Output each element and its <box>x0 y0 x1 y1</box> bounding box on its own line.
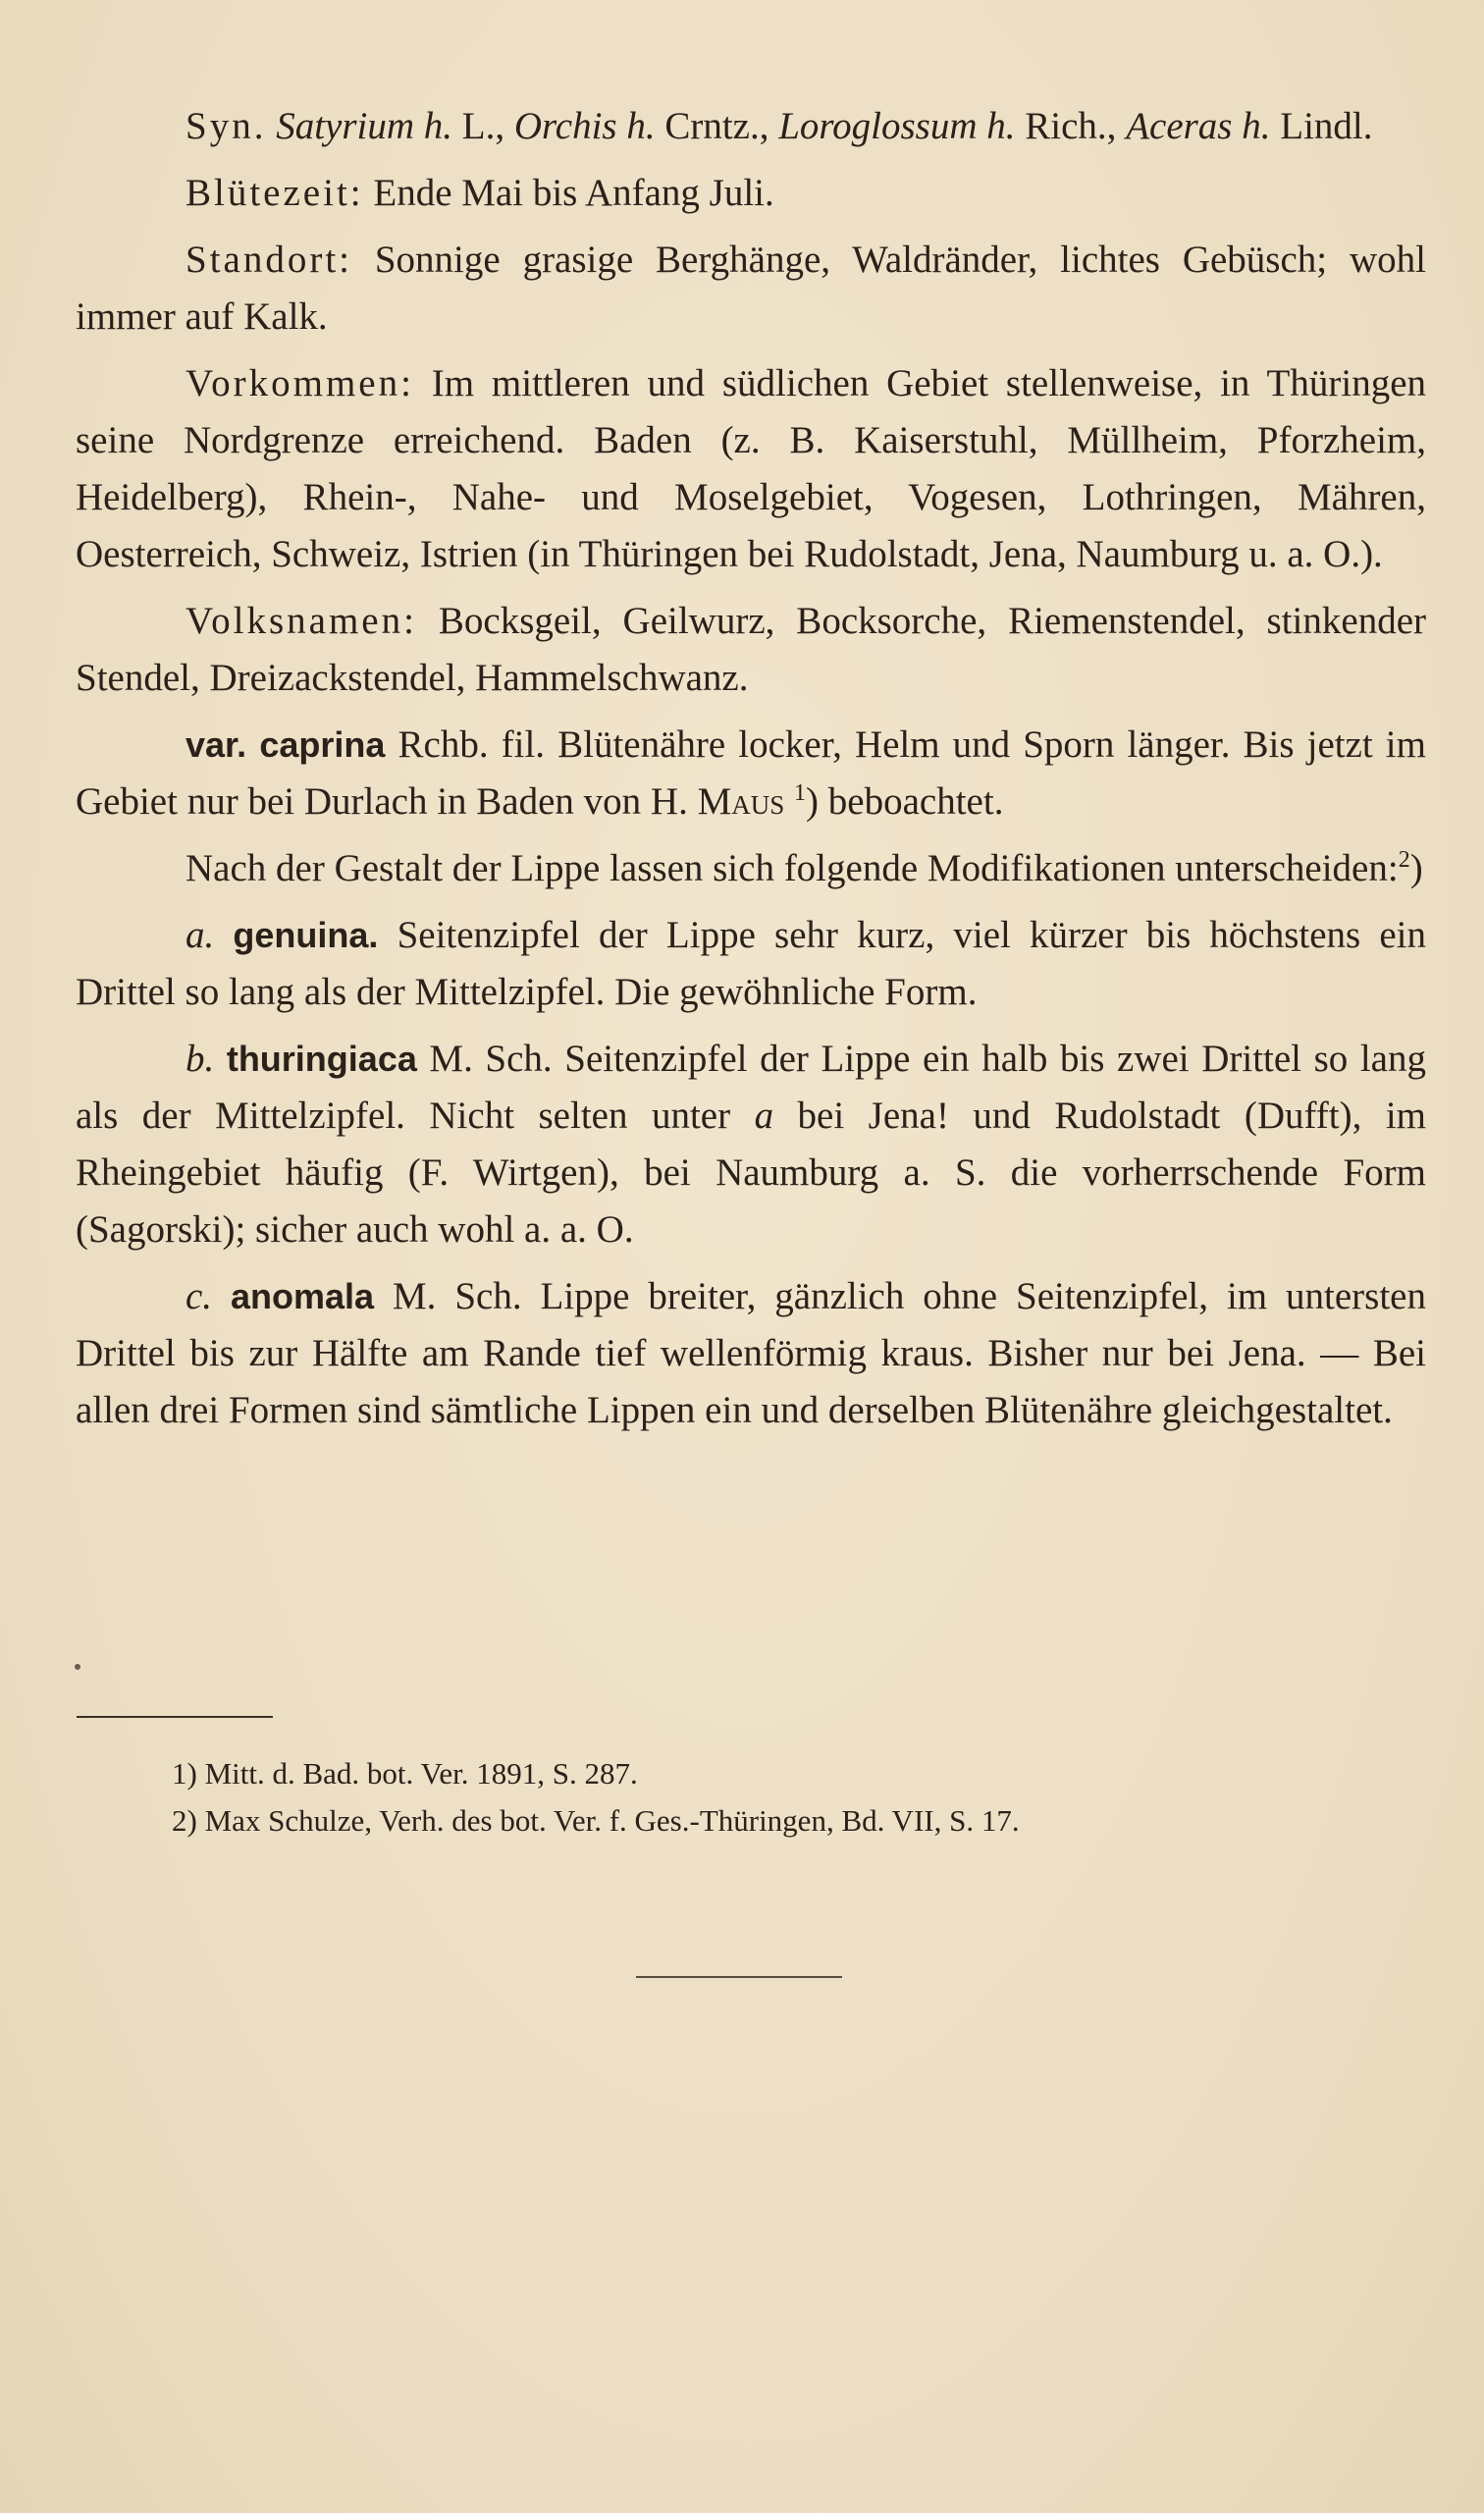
modification-text: Seitenzipfel der Lippe sehr kurz, viel kürzer bis höchstens ein Drittel so lang als der Mittelzipfel. Die gewöhnliche Form. <box>76 914 1427 1013</box>
synonym-text: L., <box>452 105 514 147</box>
bluetezeit-label: Blütezeit: <box>186 172 364 214</box>
footnote-text: Max Schulze, Verh. des bot. Ver. f. Ges.-Thüringen, Bd. VII, S. 17. <box>196 1803 1020 1838</box>
var-caprina-text: Rchb. fil. Blütenähre locker, Helm und Sporn länger. Bis jetzt im Gebiet nur bei Durlach in Baden von H. <box>76 723 1426 823</box>
synonym-loroglossum: Loroglossum h. <box>778 105 1016 147</box>
vorkommen-text: Im mittleren und südlichen Gebiet stellenweise, in Thüringen seine Nordgrenze erreichend. Baden (z. B. Kaiserstuhl, Müllheim, Pforzheim, Heidelberg), Rhein-, Nahe- und Moselgebiet, Vogesen, Lothringen, Mähren, Oesterreich, Schweiz, Istrien (in Thüringen bei Rudolstadt, Jena, Naumburg u. a. O.). <box>76 362 1426 575</box>
var-caprina-name: var. caprina <box>186 724 386 765</box>
var-caprina-text: ) beboachtet. <box>806 780 1004 823</box>
synonym-satyrium: Satyrium h. <box>276 105 453 147</box>
modification-name: genuina. <box>233 915 379 955</box>
vorkommen-label: Vorkommen: <box>186 362 414 404</box>
footnote-text: Mitt. d. Bad. bot. Ver. 1891, S. 287. <box>196 1756 638 1791</box>
intro-text: Nach der Gestalt der Lippe lassen sich folgende Modifikationen unterscheiden: <box>186 847 1399 889</box>
standort-paragraph <box>76 232 1426 346</box>
standort-text: Sonnige grasige Berghänge, Waldränder, lichtes Gebüsch; wohl immer auf Kalk. <box>76 239 1426 338</box>
modification-letter: c. <box>186 1275 213 1317</box>
footnote-2 <box>172 1797 1399 1845</box>
volksnamen-label: Volksnamen: <box>186 600 417 642</box>
modification-letter: b. <box>186 1038 215 1080</box>
ink-speck <box>75 1664 80 1670</box>
modification-name: thuringiaca <box>226 1039 417 1079</box>
footnote-1 <box>172 1750 1399 1797</box>
footnotes <box>172 1750 1399 1845</box>
synonyms-paragraph <box>76 98 1426 155</box>
modification-c <box>76 1268 1426 1439</box>
intro-close: ) <box>1409 847 1423 889</box>
standort-label: Standort: <box>186 239 352 281</box>
person-name: Maus <box>697 780 785 823</box>
synonym-text: Lindl. <box>1270 105 1373 147</box>
volksnamen-paragraph <box>76 593 1426 707</box>
synonym-text: Rich., <box>1015 105 1127 147</box>
modification-name: anomala <box>230 1276 375 1316</box>
synonym-aceras: Aceras h. <box>1126 105 1271 147</box>
synonym-text: Crntz., <box>655 105 779 147</box>
bluetezeit-paragraph <box>76 165 1426 222</box>
modification-ref: a <box>754 1095 774 1137</box>
modification-text: M. Sch. Seitenzipfel der Lippe ein halb bis zwei Drittel so lang als der Mittelzipfel. Nicht selten unter <box>76 1038 1426 1137</box>
footnote-ref[interactable]: 1 <box>794 780 807 806</box>
modification-b <box>76 1031 1426 1258</box>
modification-a <box>76 907 1426 1021</box>
var-caprina-paragraph <box>76 717 1426 830</box>
modification-text: M. Sch. Lippe breiter, gänzlich ohne Seitenzipfel, im untersten Drittel bis zur Hälfte am Rande tief wellenförmig kraus. Bisher nur bei Jena. — Bei allen drei Formen sind sämtliche Lippen ein und derselben Blütenähre gleichgestaltet. <box>76 1275 1426 1431</box>
main-text <box>76 98 1426 1449</box>
synonym-orchis: Orchis h. <box>513 105 656 147</box>
synonyms-label: Syn. <box>186 105 267 147</box>
end-rule <box>636 1976 842 1978</box>
modification-text: bei Jena! und Rudolstadt (Dufft), im Rheingebiet häufig (F. Wirtgen), bei Naumburg a. S. die vorherrschende Form (Sagorski); sicher auch wohl a. a. O. <box>76 1095 1426 1251</box>
footnote-number: 1) <box>172 1756 197 1791</box>
bluetezeit-text: Ende Mai bis Anfang Juli. <box>363 172 774 214</box>
volksnamen-text: Bocksgeil, Geilwurz, Bocksorche, Riemenstendel, stinkender Stendel, Dreizackstendel, Hammelschwanz. <box>76 600 1426 699</box>
footnote-number: 2) <box>172 1803 197 1838</box>
footnote-ref[interactable]: 2 <box>1398 847 1410 873</box>
modifications-intro <box>76 840 1426 897</box>
vorkommen-paragraph <box>76 355 1426 583</box>
modification-letter: a. <box>186 914 215 956</box>
footnote-divider <box>77 1716 273 1718</box>
